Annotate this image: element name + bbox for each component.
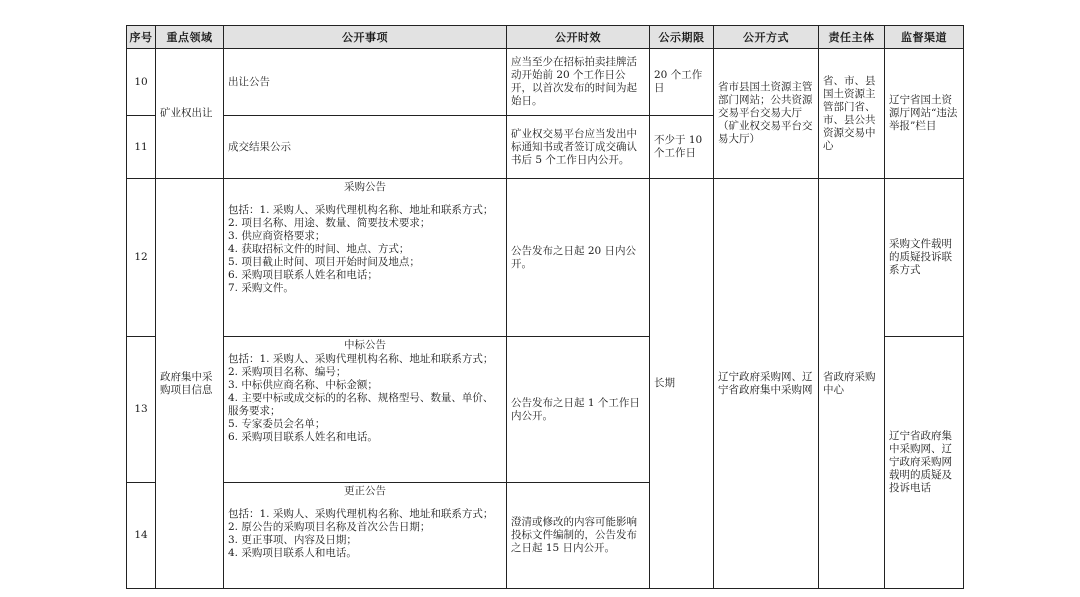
disclosure-table-sheet — [126, 25, 963, 595]
matter-lines — [228, 508, 502, 560]
matter-line: 2. 项目名称、用途、数量、简要技术要求； — [228, 217, 431, 229]
matter-line: 2. 原公告的采购项目名称及首次公告日期； — [228, 521, 431, 533]
matter-line: 6. 采购项目联系人姓名和电话； — [228, 269, 378, 281]
header-area: 重点领域 — [156, 26, 224, 49]
disclosure-table — [126, 25, 964, 589]
matter-line: 2. 采购项目名称、编号； — [228, 366, 347, 378]
header-period: 公示期限 — [650, 26, 714, 49]
period-cell: 20 个工作日 — [650, 49, 714, 116]
matter-title: 采购公告 — [344, 181, 386, 193]
entity-cell-mining: 省、市、县国土资源主管部门省、市、县公共资源交易中心 — [819, 49, 885, 179]
period-cell-procurement: 长期 — [650, 179, 714, 589]
method-cell-mining: 省市县国土资源主管部门网站；公共资源交易平台交易大厅（矿业权交易平台交易大厅） — [714, 49, 819, 179]
timing-cell: 公告发布之日起 20 日内公开。 — [507, 179, 650, 337]
seq-cell: 10 — [127, 49, 156, 116]
header-timing: 公开时效 — [507, 26, 650, 49]
timing-cell: 应当至少在招标拍卖挂牌活动开始前 20 个工作日公开，以首次发布的时间为起始日。 — [507, 49, 650, 116]
matter-cell — [224, 483, 507, 589]
matter-line: 4. 采购项目联系人和电话。 — [228, 547, 357, 559]
matter-lines — [228, 204, 502, 295]
matter-line: 3. 供应商资格要求； — [228, 230, 326, 242]
matter-line: 7. 采购文件。 — [228, 282, 294, 294]
header-method: 公开方式 — [714, 26, 819, 49]
area-cell-procurement: 政府集中采购项目信息 — [156, 179, 224, 589]
matter-cell: 成交结果公示 — [224, 116, 507, 179]
method-cell-procurement: 辽宁政府采购网、辽宁省政府集中采购网 — [714, 179, 819, 589]
area-cell-mining: 矿业权出让 — [156, 49, 224, 179]
entity-cell-procurement: 省政府采购中心 — [819, 179, 885, 589]
matter-cell: 出让公告 — [224, 49, 507, 116]
matter-line: 包括：1. 采购人、采购代理机构名称、地址和联系方式； — [228, 353, 494, 365]
matter-line: 5. 专家委员会名单； — [228, 418, 326, 430]
timing-cell: 矿业权交易平台应当发出中标通知书或者签订成交确认书后 5 个工作日内公开。 — [507, 116, 650, 179]
matter-line: 包括：1. 采购人、采购代理机构名称、地址和联系方式； — [228, 204, 494, 216]
matter-cell — [224, 179, 507, 337]
header-entity: 责任主体 — [819, 26, 885, 49]
matter-line: 包括：1. 采购人、采购代理机构名称、地址和联系方式； — [228, 508, 494, 520]
matter-cell — [224, 337, 507, 483]
header-seq: 序号 — [127, 26, 156, 49]
table-row — [127, 179, 964, 337]
header-row — [127, 26, 964, 49]
table-row — [127, 49, 964, 116]
matter-title: 更正公告 — [344, 485, 386, 497]
matter-line: 4. 获取招标文件的时间、地点、方式； — [228, 243, 410, 255]
seq-cell: 13 — [127, 337, 156, 483]
matter-line: 4. 主要中标或成交标的的名称、规格型号、数量、单价、服务要求； — [228, 392, 494, 417]
timing-cell: 公告发布之日起 1 个工作日内公开。 — [507, 337, 650, 483]
matter-line: 5. 项目截止时间、项目开始时间及地点； — [228, 256, 420, 268]
seq-cell: 11 — [127, 116, 156, 179]
matter-line: 3. 中标供应商名称、中标金额； — [228, 379, 378, 391]
matter-line: 6. 采购项目联系人姓名和电话。 — [228, 431, 378, 443]
matter-line: 3. 更正事项、内容及日期； — [228, 534, 357, 546]
matter-lines — [228, 353, 502, 444]
header-matter: 公开事项 — [224, 26, 507, 49]
period-cell: 不少于 10 个工作日 — [650, 116, 714, 179]
supervision-cell: 采购文件载明的质疑投诉联系方式 — [885, 179, 964, 337]
matter-title: 中标公告 — [344, 339, 386, 351]
seq-cell: 12 — [127, 179, 156, 337]
timing-cell: 澄清或修改的内容可能影响投标文件编制的，公告发布之日起 15 日内公开。 — [507, 483, 650, 589]
header-supervision: 监督渠道 — [885, 26, 964, 49]
supervision-cell-procurement: 辽宁省政府集中采购网、辽宁政府采购网载明的质疑及投诉电话 — [885, 337, 964, 589]
seq-cell: 14 — [127, 483, 156, 589]
supervision-cell-mining: 辽宁省国土资源厅网站“违法举报”栏目 — [885, 49, 964, 179]
